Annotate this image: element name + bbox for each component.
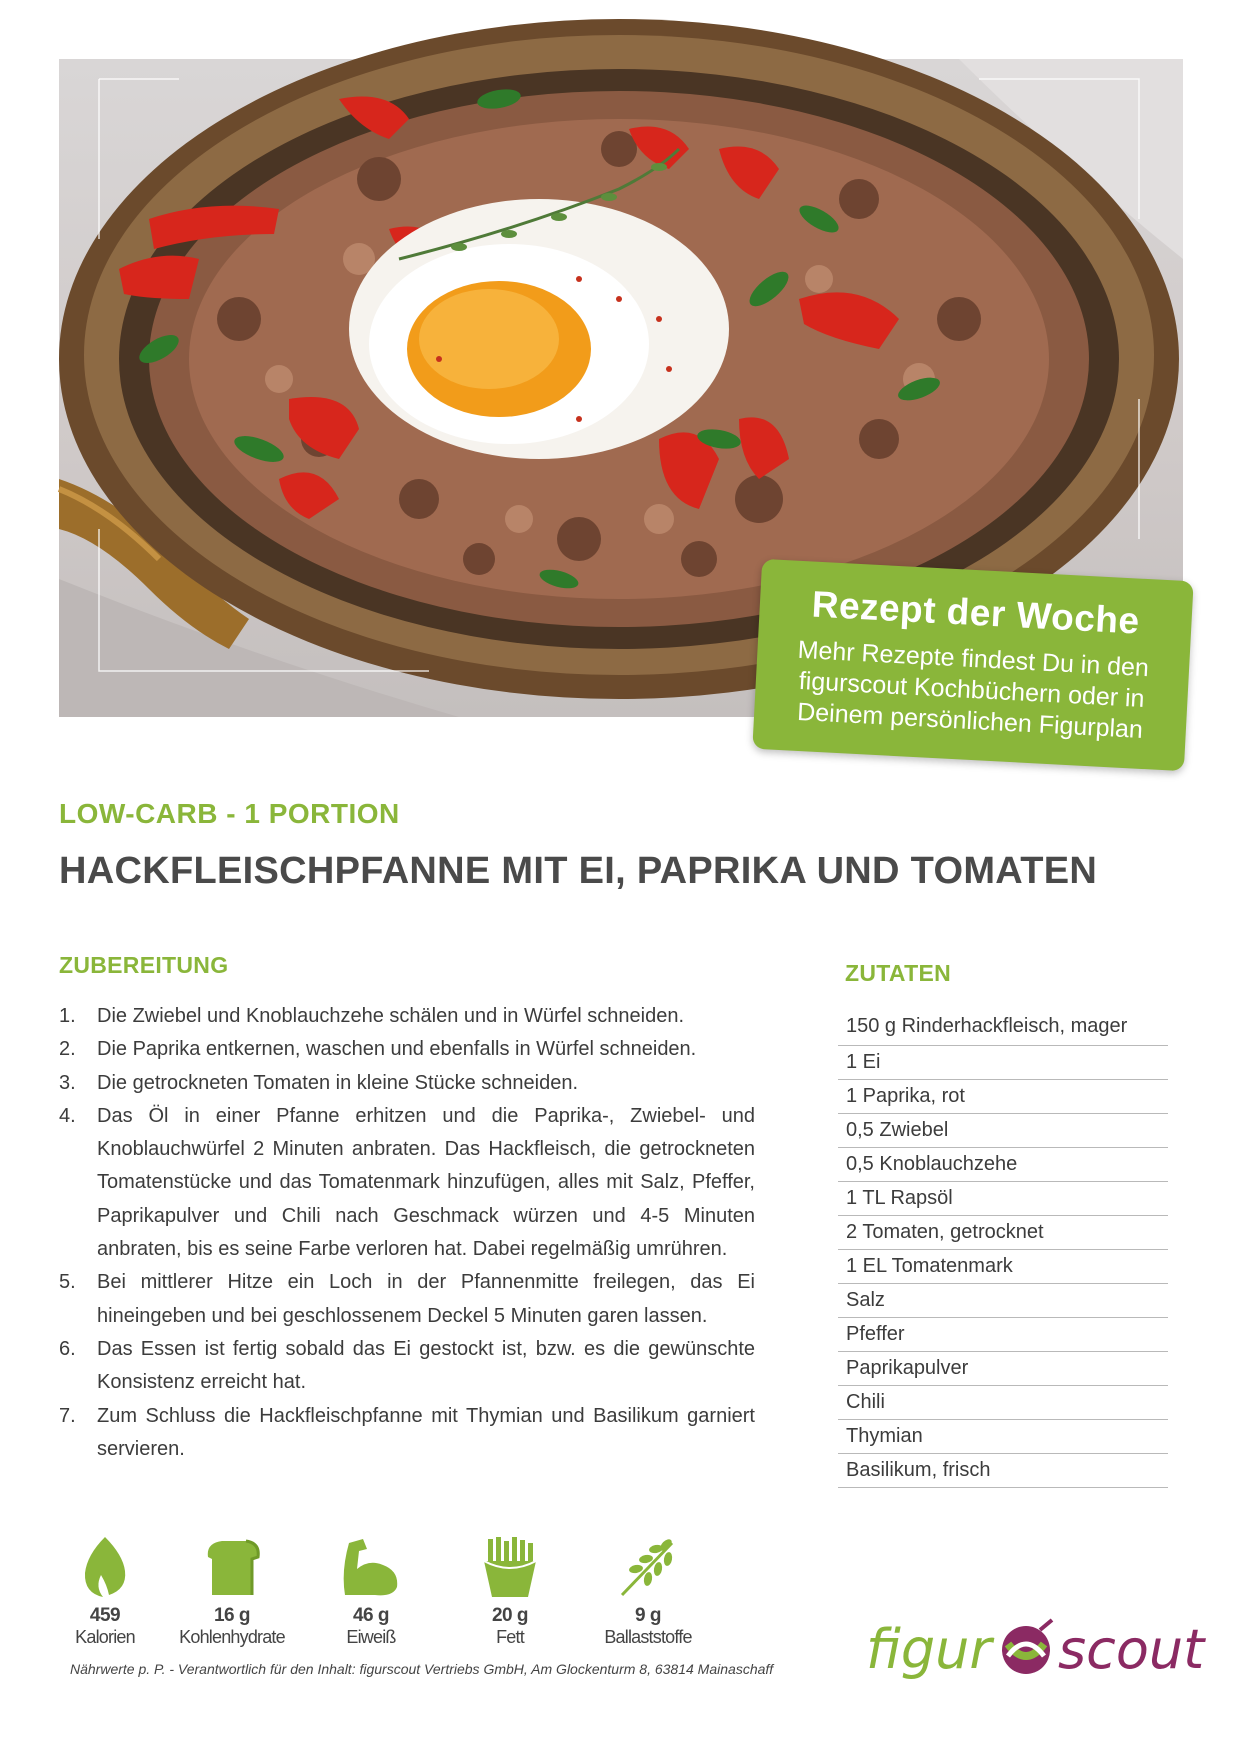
step-number: 4. <box>59 1104 76 1127</box>
footer-note: Nährwerte p. P. - Verantwortlich für den Inhalt: figurscout Vertriebs GmbH, Am Glockenturm 8, 63814 Mainaschaff <box>70 1661 774 1677</box>
logo-text-left: figur <box>866 1618 992 1681</box>
fries-icon <box>480 1535 540 1599</box>
ingredient-item: Basilikum, frisch <box>838 1454 1168 1488</box>
step-item <box>59 1033 755 1066</box>
nutrition-label: Ballaststoffe <box>604 1627 692 1647</box>
recipe-category: LOW-CARB - 1 PORTION <box>59 798 400 829</box>
ingredient-item: Chili <box>838 1386 1168 1420</box>
recipe-of-the-week-badge <box>752 559 1193 771</box>
ingredient-item: 1 TL Rapsöl <box>838 1182 1168 1216</box>
ingredient-item: 1 EL Tomatenmark <box>838 1250 1168 1284</box>
nutrition-value: 16 g <box>213 1605 251 1626</box>
logo-text-right: scout <box>1058 1618 1205 1681</box>
step-text: Die Paprika entkernen, waschen und ebenfalls in Würfel schneiden. <box>97 1038 697 1061</box>
ingredient-item: 0,5 Knoblauchzehe <box>838 1148 1168 1182</box>
nutrition-fat <box>440 1535 580 1648</box>
ingredient-item: 2 Tomaten, getrocknet <box>838 1216 1168 1250</box>
nutrition-label: Kohlenhydrate <box>179 1627 285 1647</box>
bread-icon <box>202 1535 262 1599</box>
nutrition-value: 46 g <box>352 1605 390 1626</box>
nutrition-label: Kalorien <box>75 1627 135 1647</box>
figurscout-logo <box>866 1606 1205 1701</box>
nutrition-value: 20 g <box>491 1605 529 1626</box>
step-number: 7. <box>59 1404 76 1427</box>
muscle-arm-icon <box>339 1535 403 1599</box>
step-text: Zum Schluss die Hackfleischpfanne mit Thymian und Basilikum garniert servieren. <box>97 1404 755 1460</box>
step-item <box>59 1266 755 1333</box>
wheat-icon <box>616 1535 680 1599</box>
nutrition-fiber <box>578 1535 718 1648</box>
step-text: Das Essen ist fertig sobald das Ei gestockt ist, bzw. es die gewünschte Konsistenz erreicht hat. <box>97 1337 755 1394</box>
step-item <box>59 1000 755 1033</box>
step-text: Das Öl in einer Pfanne erhitzen und die Paprika-, Zwiebel- und Knoblauchwürfel 2 Minuten anbraten. Das Hackfleisch, die getrockneten Tomatenstücke und das Tomatenmark hinzufügen, alles mit Salz, Pfeffer, Paprikapulver und Chili nach Geschmack würzen und 4-5 Minuten anbraten, bis es seine Farbe verloren hat. Dabei regelmäßig umrühren. <box>97 1104 755 1261</box>
step-number: 6. <box>59 1337 76 1360</box>
ingredient-item: Salz <box>838 1284 1168 1318</box>
ingredients-heading: ZUTATEN <box>845 960 952 986</box>
badge-subtitle: Mehr Rezepte findest Du in den figurscout Kochbüchern oder in Deinem persönlichen Figurplan <box>796 635 1150 744</box>
step-number: 5. <box>59 1271 76 1294</box>
ingredients-list <box>838 1008 1168 1488</box>
ingredient-item: 1 Paprika, rot <box>838 1080 1168 1114</box>
nutrition-protein <box>301 1535 441 1648</box>
preparation-heading: ZUBEREITUNG <box>59 952 229 978</box>
figurscout-logo-mark <box>866 1606 1205 1696</box>
nutrition-value: 459 <box>89 1605 121 1626</box>
step-text: Bei mittlerer Hitze ein Loch in der Pfannenmitte freilegen, das Ei hineingeben und bei geschlossenem Deckel 5 Minuten garen lassen. <box>97 1271 755 1327</box>
step-item <box>59 1100 755 1266</box>
ingredient-item: 0,5 Zwiebel <box>838 1114 1168 1148</box>
nutrition-label: Eiweiß <box>346 1627 396 1647</box>
step-text: Die Zwiebel und Knoblauchzehe schälen und in Würfel schneiden. <box>97 1005 685 1027</box>
step-number: 1. <box>59 1005 76 1027</box>
nutrition-calories <box>35 1535 175 1648</box>
step-item <box>59 1067 755 1100</box>
recipe-title: HACKFLEISCHPFANNE MIT EI, PAPRIKA UND TOMATEN <box>59 850 1098 892</box>
step-item <box>59 1400 755 1467</box>
step-number: 3. <box>59 1071 76 1094</box>
nutrition-label: Fett <box>496 1627 524 1647</box>
step-number: 2. <box>59 1038 76 1061</box>
ingredient-item: 150 g Rinderhackfleisch, mager <box>838 1008 1168 1046</box>
nutrition-value: 9 g <box>635 1605 661 1626</box>
ingredient-item: Thymian <box>838 1420 1168 1454</box>
step-item <box>59 1333 755 1400</box>
preparation-steps <box>59 1000 755 1466</box>
badge-title: Rezept der Woche <box>810 583 1141 642</box>
ingredient-item: Paprikapulver <box>838 1352 1168 1386</box>
flame-icon <box>75 1535 135 1599</box>
step-text: Die getrockneten Tomaten in kleine Stücke schneiden. <box>97 1071 579 1094</box>
ingredient-item: 1 Ei <box>838 1046 1168 1080</box>
nutrition-carbs <box>162 1535 302 1648</box>
ingredient-item: Pfeffer <box>838 1318 1168 1352</box>
